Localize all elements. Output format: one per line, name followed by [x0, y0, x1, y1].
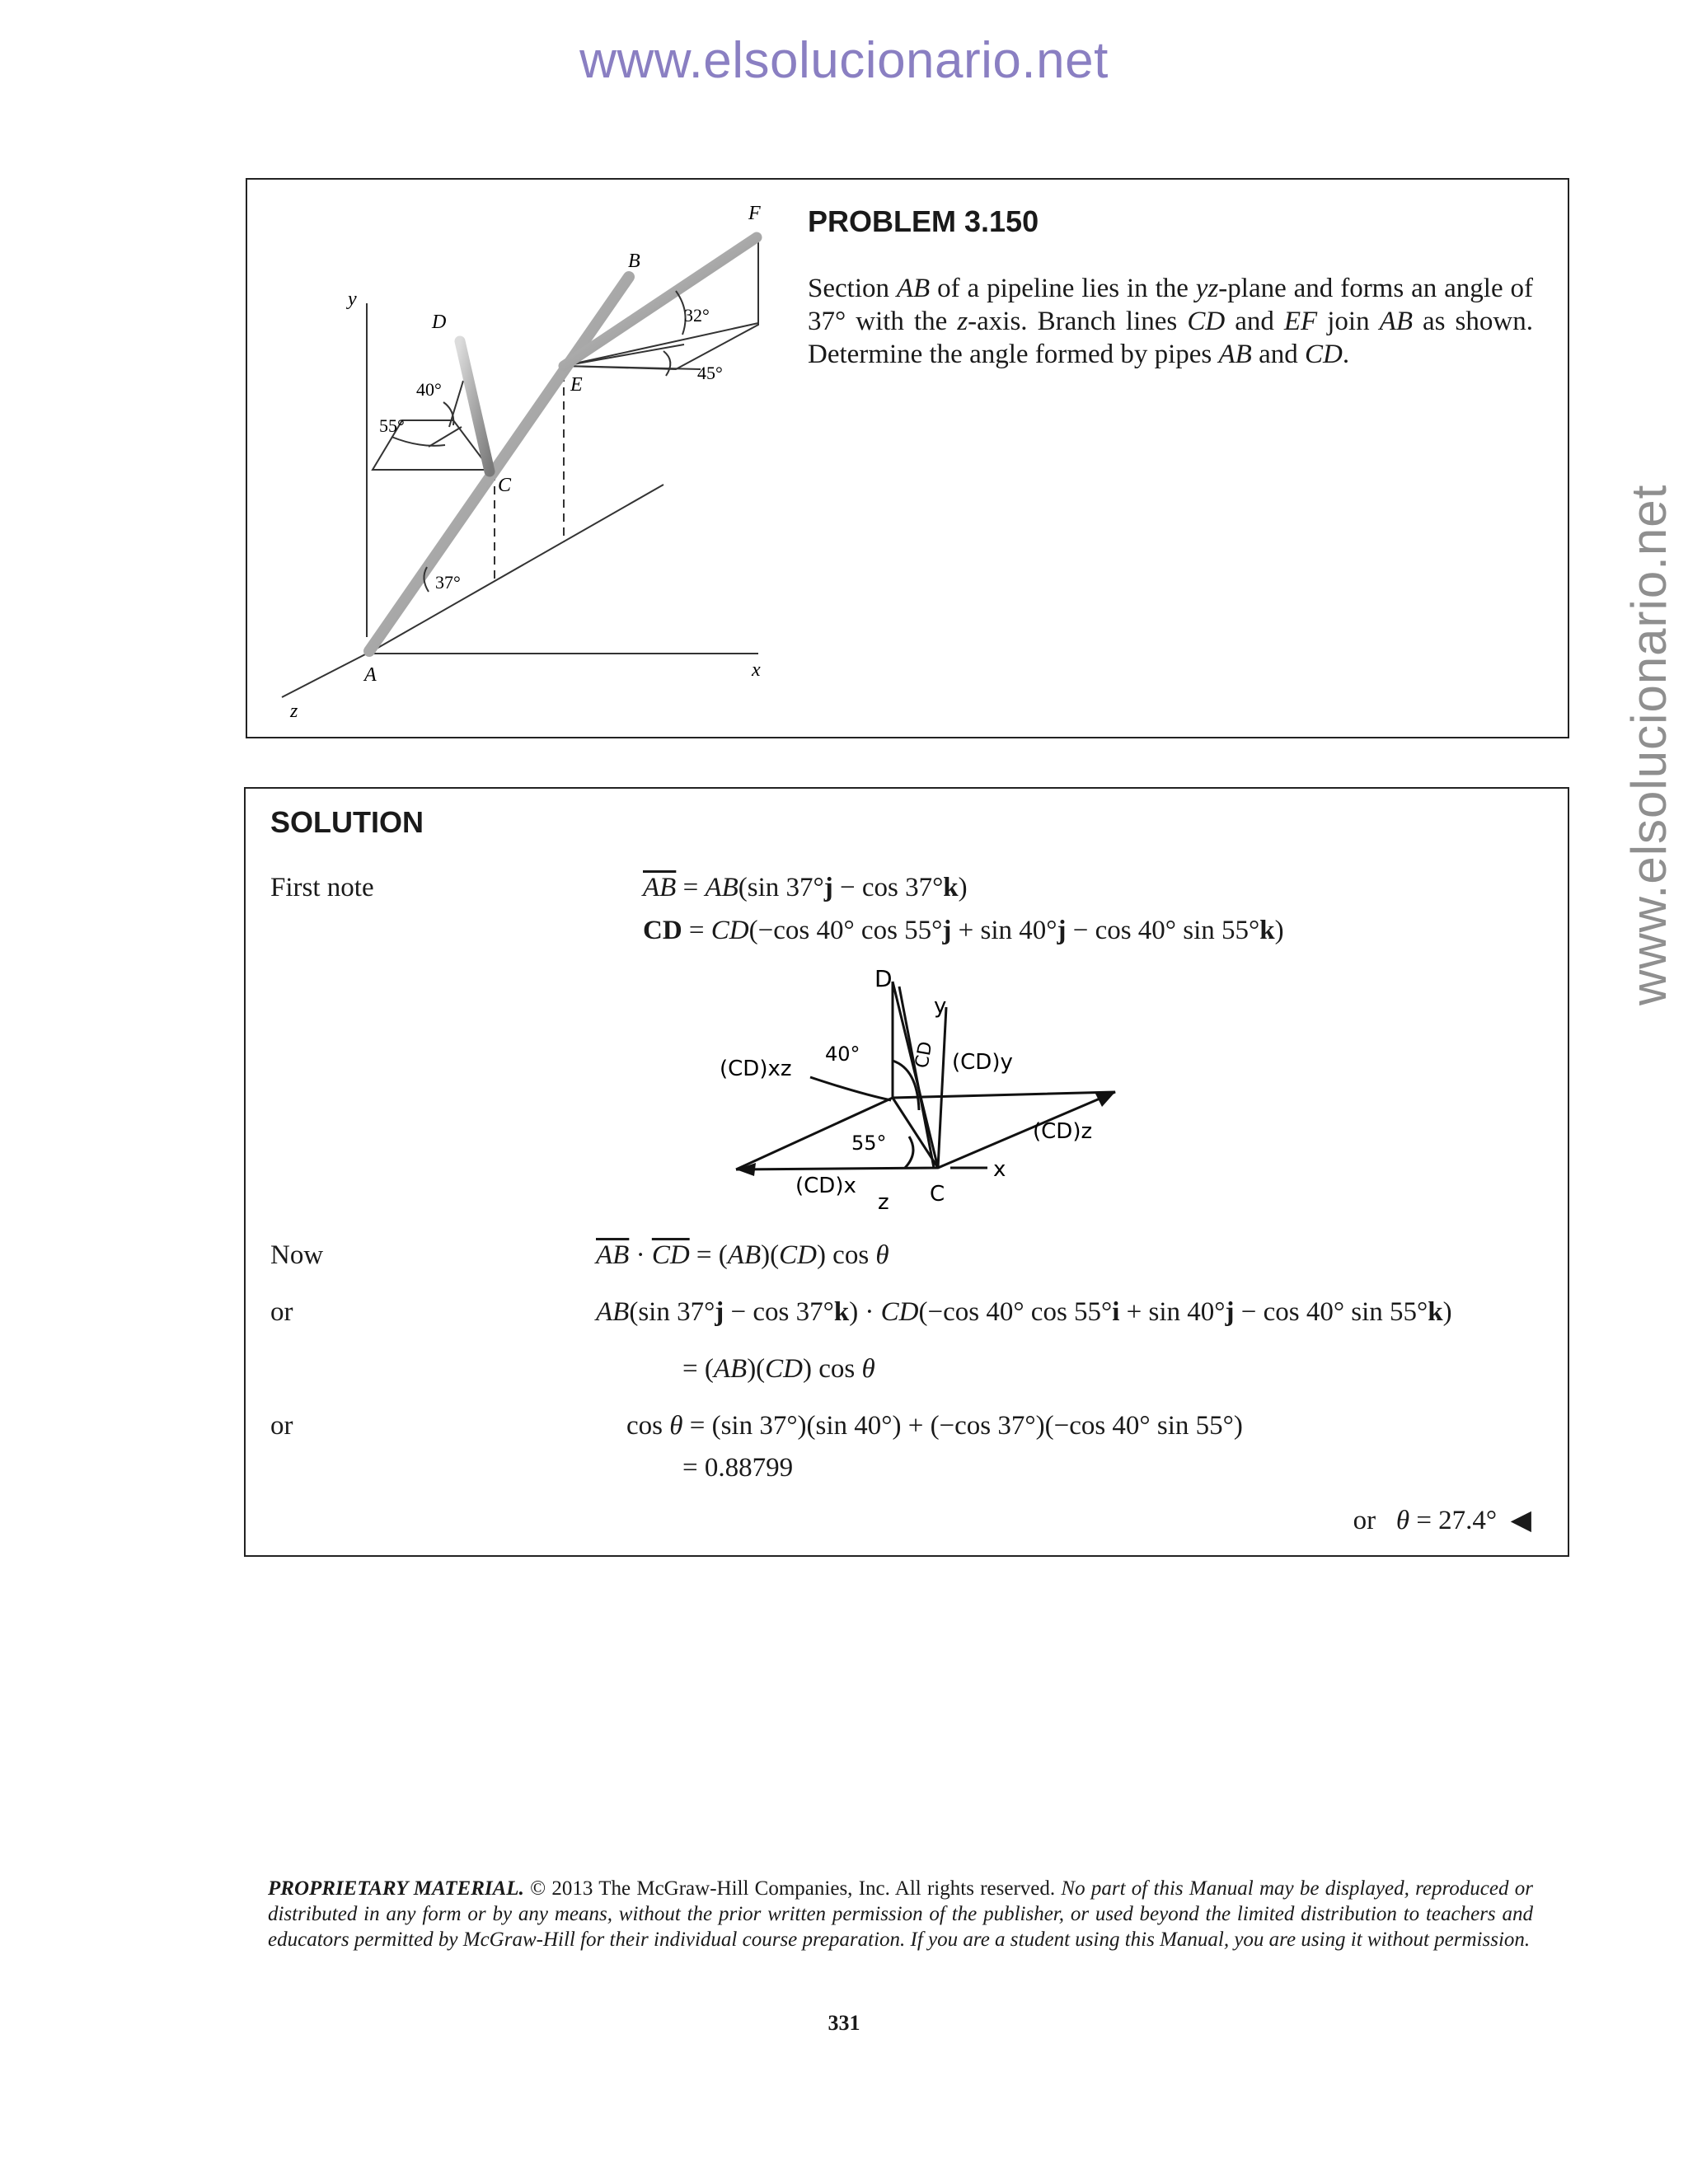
equation-value: = 0.88799 [682, 1453, 794, 1483]
label-b: B [628, 251, 640, 272]
solution-box [244, 787, 1569, 1557]
equation-expanded: AB(sin 37°j − cos 37°k) · CD(−cos 40° cos 55°i + sin 40°j − cos 40° sin 55°k) [596, 1297, 1452, 1327]
pipeline-figure [247, 180, 808, 737]
label-or-1: or [270, 1297, 293, 1327]
sketch-y-label: y [934, 994, 947, 1019]
sketch-x-label: x [993, 1157, 1006, 1182]
z-axis [282, 654, 367, 697]
watermark-side: www.elsolucionario.net [1621, 484, 1676, 1005]
sketch-y [938, 1007, 946, 1168]
sketch-40: 40° [825, 1043, 860, 1066]
label-now: Now [270, 1240, 324, 1270]
label-x: x [752, 659, 761, 681]
equation-equals: = (AB)(CD) cos θ [682, 1354, 875, 1384]
sketch-leader [810, 1077, 891, 1100]
label-d: D [432, 312, 447, 333]
equation-ab: $\overline{AB} = AB(\sin$ 37°j − cos 37°k) [643, 873, 968, 902]
sketch-z-label: z [878, 1190, 889, 1215]
label-a: A [364, 664, 377, 686]
angle-32: 32° [684, 305, 710, 326]
watermark-top: www.elsolucionario.net [579, 32, 1109, 89]
sketch-arrow-z [1095, 1092, 1115, 1107]
label-first-note: First note [270, 873, 374, 902]
final-answer: or θ = 27.4° ◀ [1353, 1506, 1531, 1535]
label-or-2: or [270, 1411, 293, 1441]
angle-37: 37° [435, 572, 461, 593]
ground-line [375, 485, 663, 649]
problem-statement: Section AB of a pipeline lies in the yz-plane and forms an angle of 37° with the z-axis. Branch lines CD and EF join AB as shown. Determine the angle formed by pipes AB and CD. [808, 274, 1534, 369]
label-z: z [290, 701, 298, 722]
copyright-footer: PROPRIETARY MATERIAL. © 2013 The McGraw-Hill Companies, Inc. All rights reserved. No part of this Manual may be displayed, reproduced or distributed in any form or by any means, without the prior written permission of the publisher, or used beyond the limited distribution to teachers and educators permitted by McGraw-Hill for their individual course preparation. If you are a student using this Manual, you are using it without permission. [268, 1877, 1533, 1951]
pipe-cd [460, 341, 490, 471]
angle-45: 45° [697, 363, 723, 383]
equation-dot: $\overline{AB} \cdot \overline{CD} = (AB)(CD)$ cos θ [596, 1240, 889, 1270]
angle-55: 55° [379, 415, 405, 436]
angle-40: 40° [416, 379, 442, 400]
sketch-cd2 [899, 987, 937, 1168]
equation-cos: cos θ = (sin 37°)(sin 40°) + (−cos 37°)(−cos 40° sin 55°) [626, 1411, 1243, 1441]
sketch-c: C [930, 1182, 945, 1207]
problem-title: PROBLEM 3.150 [808, 204, 1039, 238]
sketch-55: 55° [851, 1132, 887, 1155]
sketch-cdx: (CD)x [795, 1174, 856, 1198]
solution-title: SOLUTION [270, 805, 424, 839]
label-f: F [748, 203, 761, 224]
arc-40 [443, 402, 453, 425]
pipe-ab [369, 277, 629, 651]
sketch-cdxz [893, 1098, 938, 1168]
page-number: 331 [828, 2011, 860, 2035]
sketch-cdxz: (CD)xz [720, 1057, 792, 1081]
pipe-ef [564, 237, 757, 366]
sketch-arc55 [905, 1137, 913, 1168]
label-c: C [498, 475, 512, 496]
arc-45 [663, 351, 670, 376]
equation-cd: CD = CD(−cos 40° cos 55°j + sin 40°j − cos 40° sin 55°k) [643, 916, 1284, 945]
cd-components-sketch [703, 970, 1132, 1217]
problem-box [246, 178, 1569, 738]
cd-construct-line2 [429, 427, 462, 447]
label-e: E [570, 374, 583, 396]
cd-construct-line [449, 381, 463, 427]
sketch-cd-vec: CD [912, 1039, 937, 1071]
sketch-cdz: (CD)z [1033, 1119, 1093, 1144]
sketch-cdy: (CD)y [952, 1050, 1013, 1075]
sketch-d: D [874, 970, 893, 992]
label-y: y [348, 288, 357, 310]
